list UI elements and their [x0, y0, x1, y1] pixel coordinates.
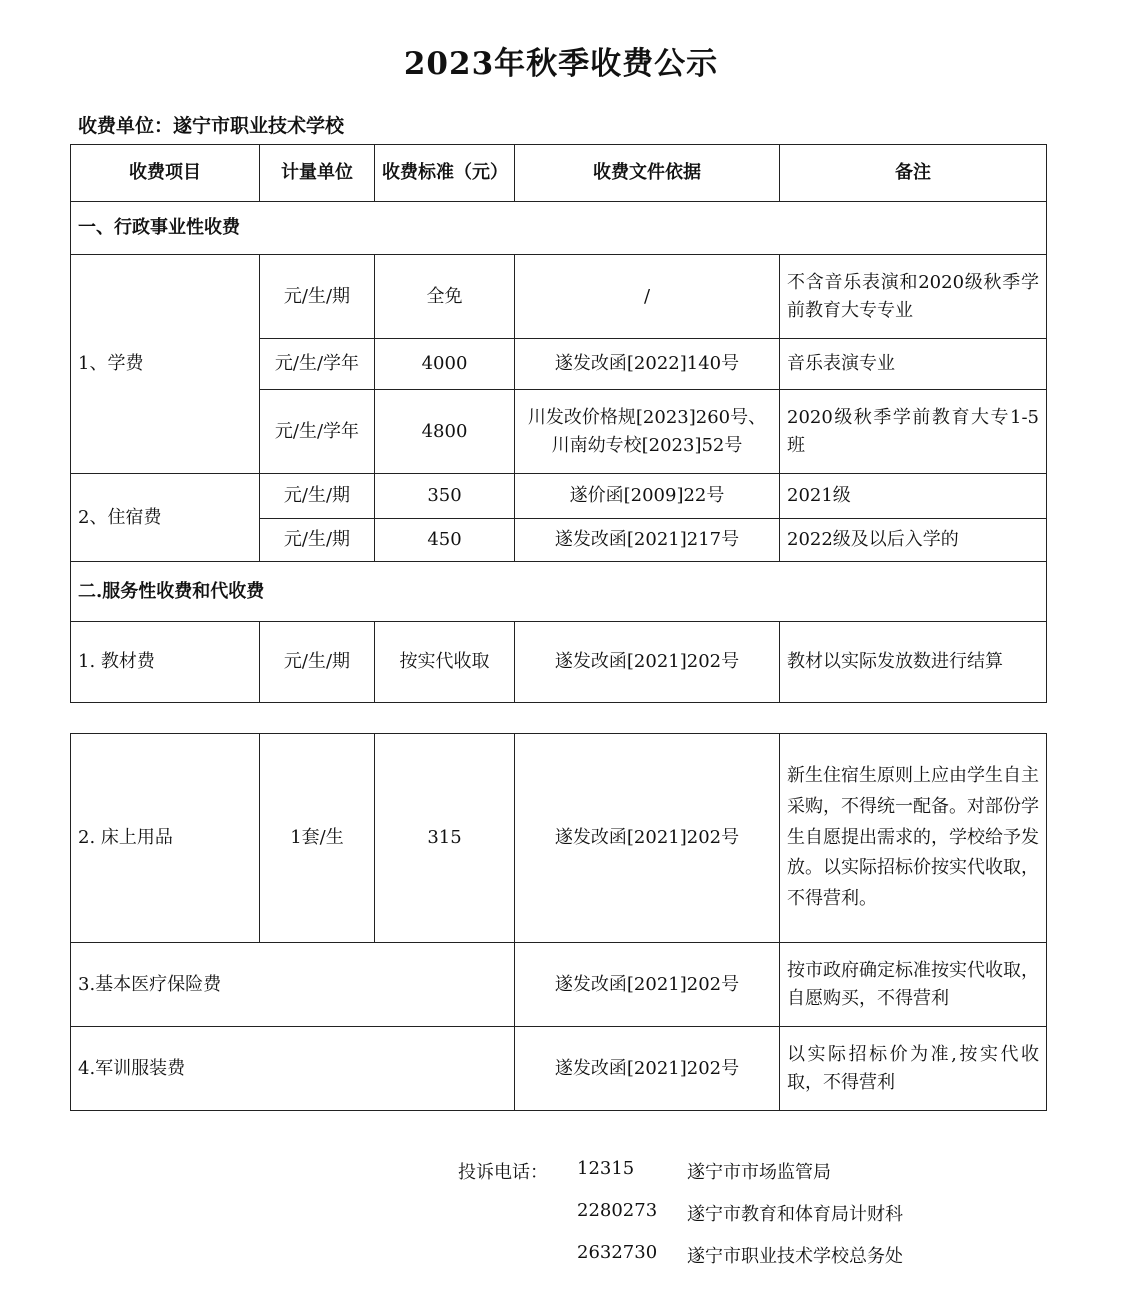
- table-row: [71, 622, 1047, 703]
- lodging-b-unit: 元/生/期: [260, 519, 375, 562]
- uniform-basis: 遂发改函[2021]202号: [515, 1027, 780, 1111]
- header-standard: 收费标准（元）: [375, 145, 515, 202]
- tuition-c-note: 2020级秋季学前教育大专1-5班: [780, 390, 1047, 474]
- tuition-b-basis: 遂发改函[2022]140号: [515, 339, 780, 390]
- lodging-b-note: 2022级及以后入学的: [780, 519, 1047, 562]
- contact-org: 遂宁市市场监管局: [687, 1162, 831, 1183]
- page-title: 2023年秋季收费公示: [403, 46, 719, 82]
- tuition-a-note: 不含音乐表演和2020级秋季学前教育大专专业: [780, 255, 1047, 339]
- tuition-a-basis: /: [515, 255, 780, 339]
- header-unit: 计量单位: [260, 145, 375, 202]
- insurance-note: 按市政府确定标准按实代收取，自愿购买，不得营利: [780, 943, 1047, 1027]
- header-item: 收费项目: [71, 145, 260, 202]
- uniform-item: 4.军训服装费: [71, 1027, 515, 1111]
- lodging-a-note: 2021级: [780, 474, 1047, 519]
- contact-org: 遂宁市教育和体育局计财科: [687, 1204, 903, 1225]
- header-basis: 收费文件依据: [515, 145, 780, 202]
- section-row-service: [71, 562, 1047, 622]
- table-row: [71, 255, 1047, 339]
- bedding-standard: 315: [375, 734, 515, 943]
- charging-unit-label: 收费单位：遂宁市职业技术学校: [78, 115, 345, 137]
- table-header-row: [71, 145, 1047, 202]
- tuition-b-standard: 4000: [375, 339, 515, 390]
- tuition-c-standard: 4800: [375, 390, 515, 474]
- bedding-basis: 遂发改函[2021]202号: [515, 734, 780, 943]
- lodging-a-basis: 遂价函[2009]22号: [515, 474, 780, 519]
- tuition-c-unit: 元/生/学年: [260, 390, 375, 474]
- table-row: [71, 734, 1047, 943]
- table-row: [71, 943, 1047, 1027]
- contact-phone: 2280273: [577, 1200, 658, 1221]
- contact-phone: 2632730: [577, 1242, 658, 1263]
- section-service-title: 二.服务性收费和代收费: [71, 562, 1047, 622]
- fee-table-main: [70, 144, 1047, 703]
- textbook-standard: 按实代收取: [375, 622, 515, 703]
- tuition-a-standard: 全免: [375, 255, 515, 339]
- tuition-b-unit: 元/生/学年: [260, 339, 375, 390]
- tuition-item: 1、学费: [71, 255, 260, 474]
- bedding-item: 2. 床上用品: [71, 734, 260, 943]
- complaint-phone-label: 投诉电话：: [458, 1162, 548, 1183]
- textbook-item: 1. 教材费: [71, 622, 260, 703]
- fee-table-continued: [70, 733, 1047, 1111]
- insurance-item: 3.基本医疗保险费: [71, 943, 515, 1027]
- tuition-c-basis-line2: 川南幼专校[2023]52号: [551, 434, 743, 456]
- lodging-b-basis: 遂发改函[2021]217号: [515, 519, 780, 562]
- tuition-c-basis-line1: 川发改价格规[2023]260号、: [527, 406, 767, 428]
- table-row: [71, 1027, 1047, 1111]
- tuition-b-note: 音乐表演专业: [780, 339, 1047, 390]
- section-row-admin: [71, 202, 1047, 255]
- tuition-a-unit: 元/生/期: [260, 255, 375, 339]
- section-admin-title: 一、行政事业性收费: [71, 202, 1047, 255]
- textbook-note: 教材以实际发放数进行结算: [780, 622, 1047, 703]
- bedding-unit: 1套/生: [260, 734, 375, 943]
- bedding-note: 新生住宿生原则上应由学生自主采购，不得统一配备。对部份学生自愿提出需求的，学校给予发放。以实际招标价按实代收取，不得营利。: [780, 734, 1047, 943]
- lodging-item: 2、住宿费: [71, 474, 260, 562]
- contact-phone: 12315: [577, 1158, 635, 1179]
- uniform-note: 以实际招标价为准,按实代收取，不得营利: [780, 1027, 1047, 1111]
- tuition-c-basis: [515, 390, 780, 474]
- header-note: 备注: [780, 145, 1047, 202]
- contact-org: 遂宁市职业技术学校总务处: [687, 1246, 903, 1267]
- lodging-a-unit: 元/生/期: [260, 474, 375, 519]
- insurance-basis: 遂发改函[2021]202号: [515, 943, 780, 1027]
- table-row: [71, 474, 1047, 519]
- lodging-a-standard: 350: [375, 474, 515, 519]
- textbook-unit: 元/生/期: [260, 622, 375, 703]
- lodging-b-standard: 450: [375, 519, 515, 562]
- textbook-basis: 遂发改函[2021]202号: [515, 622, 780, 703]
